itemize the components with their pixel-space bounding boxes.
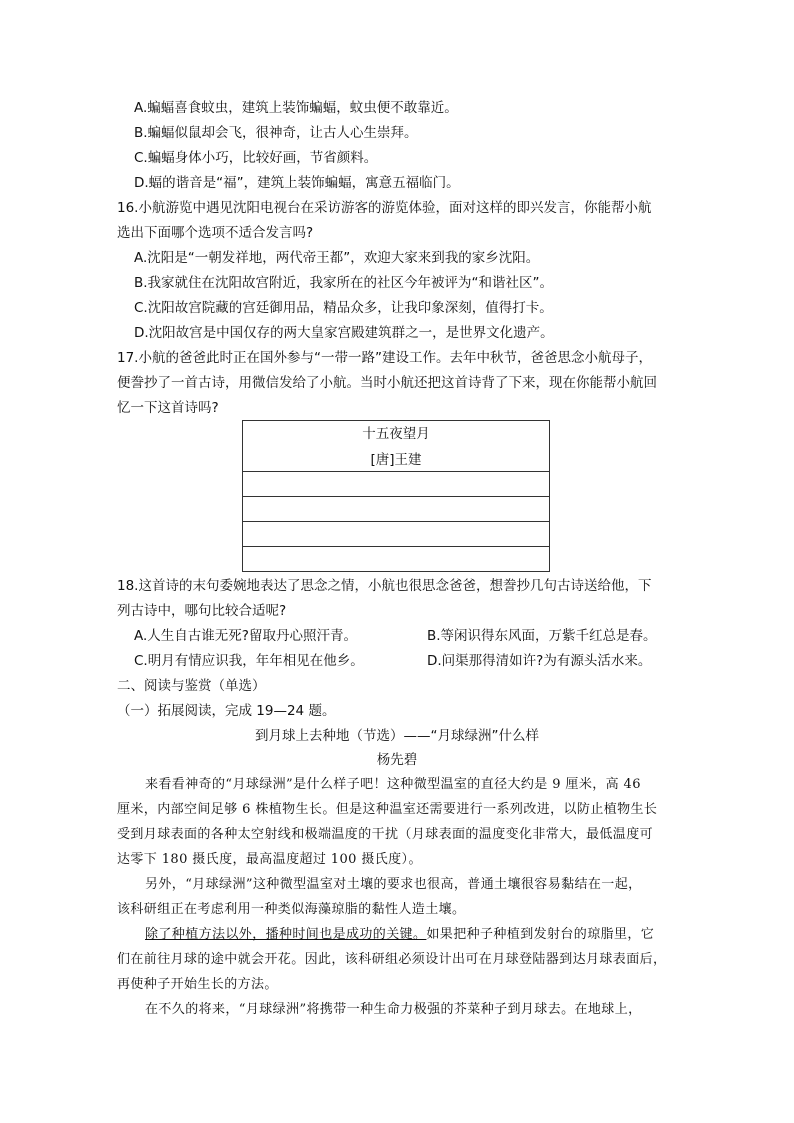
article-title: 到月球上去种地（节选）——“月球绿洲”什么样: [255, 728, 539, 744]
q18-option-a: A.人生自古谁无死?留取丹心照汗青。: [134, 628, 357, 644]
q15-option-d: D.蝠的谐音是“福”，建筑上装饰蝙蝠，寓意五福临门。: [134, 175, 460, 191]
article-p1-line3: 受到月球表面的各种太空射线和极端温度的干扰（月球表面的温度变化非常大，最低温度可: [117, 827, 654, 842]
article-author: 杨先碧: [376, 752, 418, 768]
q16-option-b: B.我家就住在沈阳故宫附近，我家所在的社区今年被评为“和谐社区”。: [134, 275, 554, 291]
underlined-sentence: 除了种植方法以外，播种时间也是成功的关键。: [145, 927, 427, 942]
q15-option-a: A.蝙蝠喜食蚊虫，建筑上装饰蝙蝠，蚊虫便不敢靠近。: [134, 100, 458, 116]
q15-option-b: B.蝙蝠似鼠却会飞，很神奇，让古人心生崇拜。: [134, 125, 418, 141]
q18-stem-line1: 18.这首诗的末句委婉地表达了思念之情，小航也很思念爸爸，想誊抄几句古诗送给他，下: [117, 578, 652, 594]
q16-option-d: D.沈阳故宫是中国仅存的两大皇家宫殿建筑群之一，是世界文化遗产。: [134, 325, 554, 341]
section-heading: 二、阅读与鉴赏（单选）: [117, 678, 266, 694]
article-p1-line1: 来看看神奇的“月球绿洲”是什么样子吧！这种微型温室的直径大约是 9 厘米，高 46: [145, 777, 641, 792]
article-p2-line2: 该科研组正在考虑利用一种类似海藻琼脂的黏性人造土壤。: [117, 902, 466, 917]
article-p4-line1: 在不久的将来，“月球绿洲”将携带一种生命力极强的芥菜种子到月球去。在地球上，: [145, 1002, 642, 1017]
poem-line-divider: [243, 546, 549, 547]
article-p3-line2: 们在前往月球的途中就会开花。因此，该科研组必须设计出可在月球登陆器到达月球表面后，: [117, 952, 667, 967]
q17-stem-line3: 忆一下这首诗吗?: [117, 400, 219, 416]
q18-option-d: D.问渠那得清如许?为有源头活水来。: [427, 653, 652, 669]
q16-option-c: C.沈阳故宫院藏的宫廷御用品，精品众多，让我印象深刻，值得打卡。: [134, 300, 553, 316]
article-p1-line4: 达零下 180 摄氏度，最高温度超过 100 摄氏度）。: [117, 852, 422, 867]
q18-stem-line2: 列古诗中，哪句比较合适呢?: [117, 603, 287, 619]
poem-title: 十五夜望月: [362, 426, 430, 442]
article-p2-line1: 另外，“月球绿洲”这种微型温室对土壤的要求也很高，普通土壤很容易黏结在一起，: [145, 877, 642, 892]
article-p1-line2: 厘米，内部空间足够 6 株植物生长。但是这种温室还需要进行一系列改进，以防止植物生长: [117, 802, 658, 817]
q16-stem-line1: 16.小航游览中遇见沈阳电视台在采访游客的游览体验，面对这样的即兴发言，你能帮小航: [117, 200, 652, 216]
article-p3-line1: [145, 926, 654, 944]
q18-option-c: C.明月有情应识我，年年相见在他乡。: [134, 653, 364, 669]
section-sub-heading: （一）拓展阅读，完成 19—24 题。: [117, 703, 336, 719]
article-p3-line1-rest: 如果把种子种植到发射台的琼脂里，它: [426, 927, 655, 942]
article-p3-line3: 再使种子开始生长的方法。: [117, 977, 278, 992]
poem-line-divider: [243, 521, 549, 522]
q16-stem-line2: 选出下面哪个选项不适合发言吗?: [117, 225, 314, 241]
q18-option-b: B.等闲识得东风面，万紫千红总是春。: [427, 628, 657, 644]
q17-stem-line2: 便誊抄了一首古诗，用微信发给了小航。当时小航还把这首诗背了下来，现在你能帮小航回: [117, 375, 657, 391]
poem-line-divider: [243, 496, 549, 497]
q16-option-a: A.沈阳是“一朝发祥地，两代帝王都”，欢迎大家来到我的家乡沈阳。: [134, 250, 540, 266]
poem-author: [唐]王建: [370, 452, 422, 468]
q15-option-c: C.蝙蝠身体小巧，比较好画，节省颜料。: [134, 150, 378, 166]
q17-stem-line1: 17.小航的爸爸此时正在国外参与“一带一路”建设工作。去年中秋节，爸爸思念小航母子，: [117, 350, 652, 366]
poem-answer-table: [242, 420, 550, 572]
poem-line-divider: [243, 471, 549, 472]
